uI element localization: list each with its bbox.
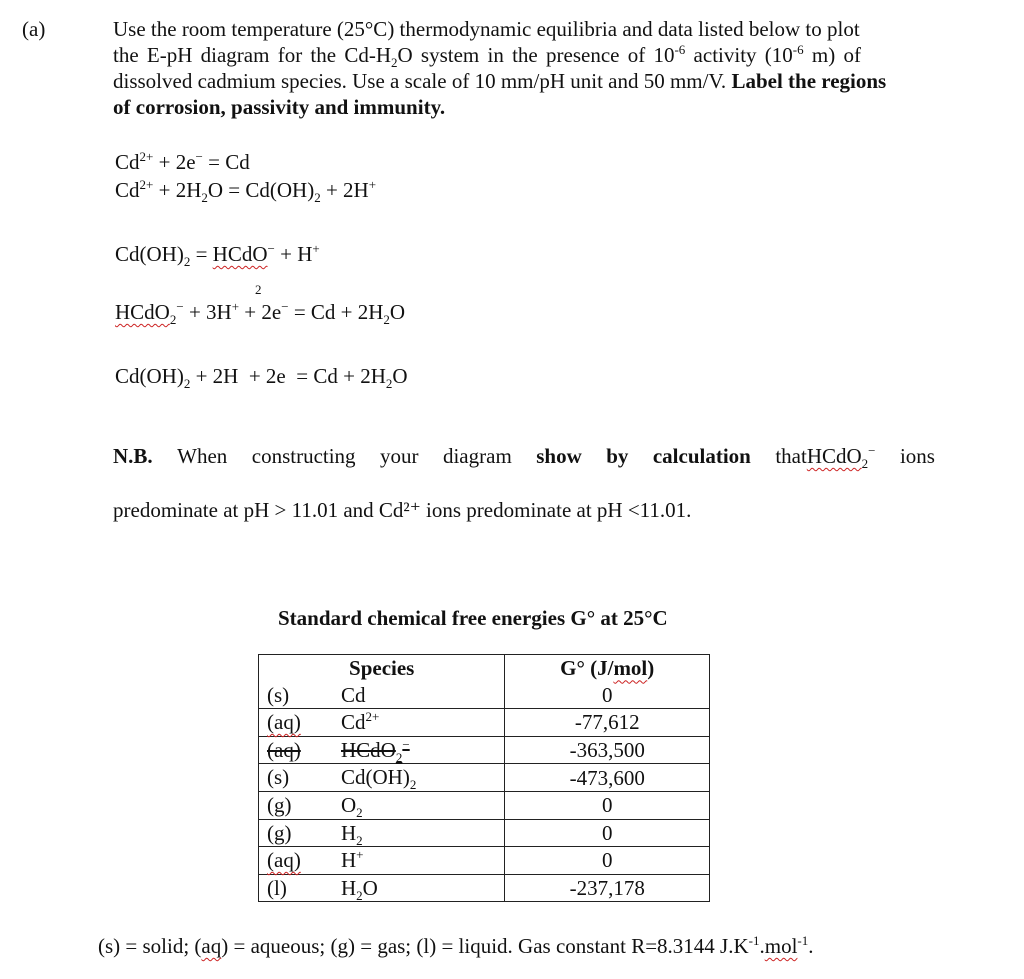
note-line-1: N.B. When constructing your diagram show by calculation thatHCdO$_2$− ions	[113, 443, 935, 472]
equation-1: $Cd^{2+} + 2e^- = Cd$	[115, 149, 250, 174]
header-species: Species	[259, 655, 505, 682]
equation-3-stray-subscript: 2	[255, 282, 262, 297]
table-header-row	[259, 655, 710, 682]
intro-line-4: of corrosion, passivity and immunity.	[113, 95, 446, 119]
free-energy-table	[258, 654, 710, 902]
table-row: (g) $H_2$ 0	[259, 819, 710, 847]
intro-line-2: the E-pH diagram for the $Cd-H_2O$ system in the presence of $10^{-6}$ activity ($10^{-6}$ m) of	[113, 42, 861, 71]
equation-4: HCdO$_2$− + $3H^+ + 2e^- = Cd + 2H_2O$	[115, 299, 406, 328]
intro-line-3: dissolved cadmium species. Use a scale of 10 mm/pH unit and 50 mm/V. Label the regions	[113, 69, 887, 93]
footnote: (s) = solid; (aq) = aqueous; (g) = gas; (l) = liquid. Gas constant R=8.3144 $J.K^{-1}.mol^{-1}$.	[98, 933, 814, 958]
equation-3: $Cd(OH)_2$ = HCdO− + H+	[115, 241, 320, 270]
table-row: (aq) $Cd^{2+}$ -77,612	[259, 709, 710, 737]
table-row: (s) $Cd(OH)_2$ -473,600	[259, 764, 710, 792]
equation-5: $Cd(OH)_2 + 2H + 2e = Cd + 2H_2O$	[115, 364, 408, 392]
note-line-2: predominate at pH > 11.01 and Cd²⁺ ions predominate at pH <11.01.	[113, 498, 692, 522]
table-row: (aq) H+ 0	[259, 847, 710, 875]
equation-2: $Cd^{2+} + 2H_2O = Cd(OH)_2 + 2H^+$	[115, 177, 377, 206]
header-g: G° (J/mol)	[505, 655, 710, 682]
table-row: (l) $H_2O$ -237,178	[259, 874, 710, 902]
table-row: (s) Cd 0	[259, 682, 710, 709]
intro-line-1: Use the room temperature (25°C) thermodynamic equilibria and data listed below to plot	[113, 17, 860, 41]
table-row: (aq) HCdO$_2$− -363,500	[259, 736, 710, 764]
table-row: (g) $O_2$ 0	[259, 791, 710, 819]
part-label: (a)	[22, 17, 46, 41]
table-caption: Standard chemical free energies G° at 25°C	[278, 606, 668, 630]
